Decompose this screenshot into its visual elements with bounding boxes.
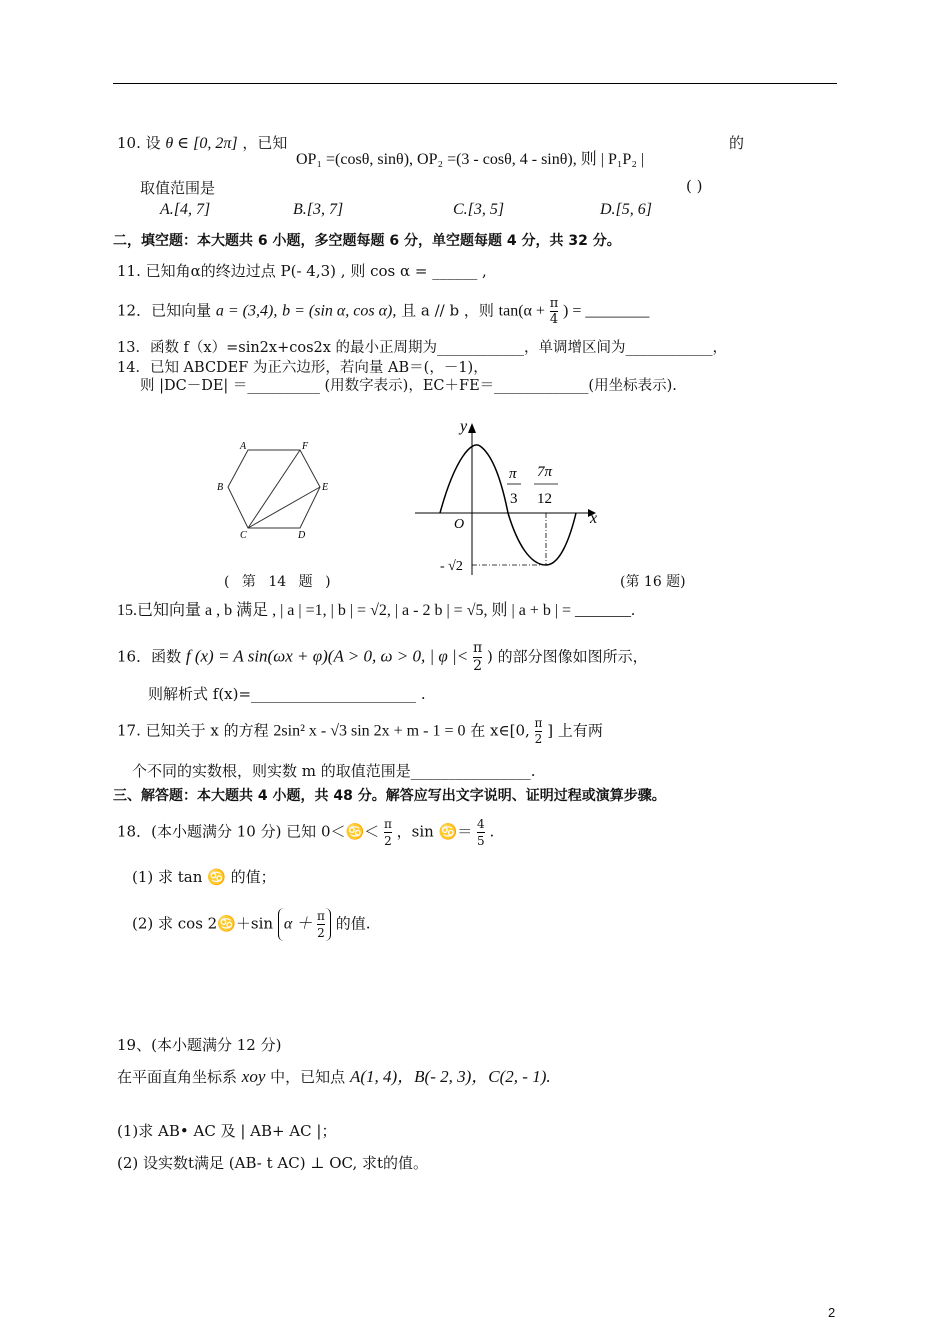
q10-prefix: 10. 设 — [117, 134, 161, 152]
q11: 11. 已知角α的终边过点 P(- 4,3) , 则 cos α = ______ , — [117, 262, 487, 280]
q18-fraction-1 — [384, 816, 392, 849]
tick-pi3-num: π — [509, 466, 517, 482]
q10-answer-paren: ( ) — [686, 177, 703, 195]
origin-label: O — [454, 517, 465, 532]
caption-q16: (第 16 题) — [620, 574, 686, 590]
q19-part1: (1)求 AB• AC 及 | AB+ AC |； — [117, 1122, 337, 1140]
vertex-c: C — [240, 530, 247, 541]
q17-line2: 个不同的实数根，则实数 m 的取值范围是________________. — [132, 762, 536, 780]
diagonal-ce — [248, 487, 320, 528]
q17-suffix: ] 上有两 — [547, 721, 603, 740]
q10-line2: 取值范围是 — [140, 179, 216, 197]
q19-prefix: 在平面直角坐标系 — [117, 1068, 238, 1086]
q18-part2-prefix: (2) 求 cos 2♋＋sin — [132, 914, 274, 933]
q18-frac1-num: π — [383, 817, 392, 831]
q19-mid: 中，已知点 — [270, 1068, 346, 1086]
vertex-b: B — [217, 482, 224, 493]
q18-fraction-3 — [317, 908, 325, 941]
q17-fraction — [535, 716, 543, 747]
q18-suffix: . — [489, 822, 495, 841]
q19-line2 — [117, 1062, 551, 1087]
diagonal-cf — [248, 450, 300, 528]
q10-option-b: B.[3, 7] — [293, 201, 344, 218]
q12-vector-b: b = (sin α, cos α), — [282, 302, 397, 320]
q16-line2: 则解析式 f(x)=______________________ . — [148, 685, 426, 703]
q12-frac-den: 4 — [549, 312, 559, 327]
q18-frac1-den: 2 — [384, 834, 392, 848]
tick-pi3-den: 3 — [510, 491, 518, 507]
q16-formula: f (x) = A sin(ωx + φ)(A > 0, ω > 0, | φ |< — [185, 646, 469, 666]
q18-alpha: α ＋ — [283, 915, 313, 933]
q18-frac2-den: 5 — [477, 834, 485, 848]
q19-line1: 19、(本小题满分 12 分) — [117, 1036, 282, 1054]
q17-equation: 2sin² x - √3 sin 2x + m - 1 = 0 — [273, 722, 466, 740]
vertex-e: E — [322, 482, 329, 493]
q10-theta-range: θ ∈ [0, 2π] — [165, 135, 238, 152]
q10-option-d: D.[5, 6] — [600, 201, 653, 218]
q18-frac2-num: 4 — [477, 817, 485, 831]
q18-prefix: 18．(本小题满分 10 分) 已知 0＜♋＜ — [117, 822, 380, 841]
q18-frac3-num: π — [317, 909, 325, 923]
q17-line1 — [117, 716, 603, 747]
q18-frac3-den: 2 — [317, 926, 325, 940]
x-axis-label: x — [590, 510, 598, 527]
q10-vectors — [296, 146, 644, 169]
q16-frac-den: 2 — [473, 658, 483, 674]
q16-frac-num: π — [472, 640, 483, 656]
ymin-label: - √2 — [440, 559, 463, 574]
page-number: 2 — [828, 1305, 836, 1320]
q16-fraction — [473, 640, 482, 675]
tick-7pi12-den: 12 — [537, 491, 552, 507]
q13: 13．函数 f（x）=sin2x+cos2x 的最小正周期为____________，单调增区间为____________， — [117, 340, 728, 356]
q12 — [117, 296, 649, 327]
q10-mid: ，已知 — [242, 134, 288, 152]
q18-mid: ，sin ♋＝ — [396, 822, 473, 841]
vertex-d: D — [298, 530, 306, 541]
q10-suffix: 的 — [729, 134, 745, 152]
q17-frac-den: 2 — [534, 732, 543, 746]
q18-part2 — [132, 908, 370, 941]
sine-curve — [440, 445, 576, 565]
q12-prefix: 12．已知向量 — [117, 301, 212, 320]
y-axis-arrow — [468, 423, 476, 433]
q12-tail: ) = ________ — [563, 302, 650, 320]
q18-line1 — [117, 816, 494, 849]
q19-xoy: xoy — [241, 1067, 266, 1086]
q10-line1 — [117, 132, 287, 153]
q17-prefix: 17. 已知关于 x 的方程 — [117, 721, 269, 740]
q12-fraction — [550, 296, 559, 327]
q12-tan: tan(α + — [498, 302, 545, 320]
vertex-f: F — [302, 441, 309, 452]
q17-frac-num: π — [534, 716, 543, 730]
q16-line1 — [117, 640, 648, 675]
q12-frac-num: π — [549, 296, 559, 311]
hexagon-figure — [210, 435, 340, 545]
q17-mid: 在 x∈[0, — [470, 721, 530, 740]
q14-line1: 14．已知 ABCDEF 为正六边形，若向量 AB＝(，－1)， — [117, 360, 488, 376]
q18-part2-suffix: 的值. — [335, 914, 371, 933]
q10-vectors-text: OP₁ =(cosθ, sinθ), OP₂ =(3 - cosθ, 4 - sinθ), 则 | P₁P₂ | — [296, 151, 645, 168]
q19-part2: (2) 设实数t满足 (AB- t AC) ⊥ OC, 求t的值。 — [117, 1154, 429, 1172]
q18-fraction-2 — [477, 816, 485, 849]
q10-option-a: A.[4, 7] — [160, 201, 211, 218]
q16-prefix: 16．函数 — [117, 647, 182, 666]
q16-suffix: ) 的部分图像如图所示， — [486, 647, 648, 666]
q15: 15.已知向量 a , b 满足 , | a | =1, | b | = √2, | a - 2 b | = √5, 则 | a + b | = _______. — [117, 602, 636, 619]
q18-part1: (1) 求 tan ♋ 的值； — [132, 868, 276, 886]
header-rule — [113, 83, 837, 84]
q12-vector-a: a = (3,4), — [215, 302, 278, 320]
q12-condition: 且 a // b ，则 — [401, 301, 494, 320]
q18-paren-group — [278, 908, 331, 941]
section2-header: 二，填空题：本大题共 6 小题，多空题每题 6 分，单空题每题 4 分，共 32 分。 — [113, 233, 621, 249]
q10-option-c: C.[3, 5] — [453, 201, 505, 218]
section3-header: 三、解答题：本大题共 4 小题，共 48 分。解答应写出文字说明、证明过程或演算步骤。 — [113, 788, 666, 804]
sine-graph-figure — [410, 413, 610, 578]
tick-7pi12-num: 7π — [537, 464, 553, 480]
caption-q14: ( 第 14 题 ) — [224, 574, 331, 590]
vertex-a: A — [240, 441, 247, 452]
y-axis-label: y — [460, 418, 468, 435]
q19-points: A(1, 4)，B(- 2, 3)，C(2, - 1). — [349, 1067, 551, 1086]
q14-line2: 则 |DC－DE| ＝__________ (用数字表示)，EC＋FE＝_____________(用坐标表示). — [140, 378, 677, 394]
